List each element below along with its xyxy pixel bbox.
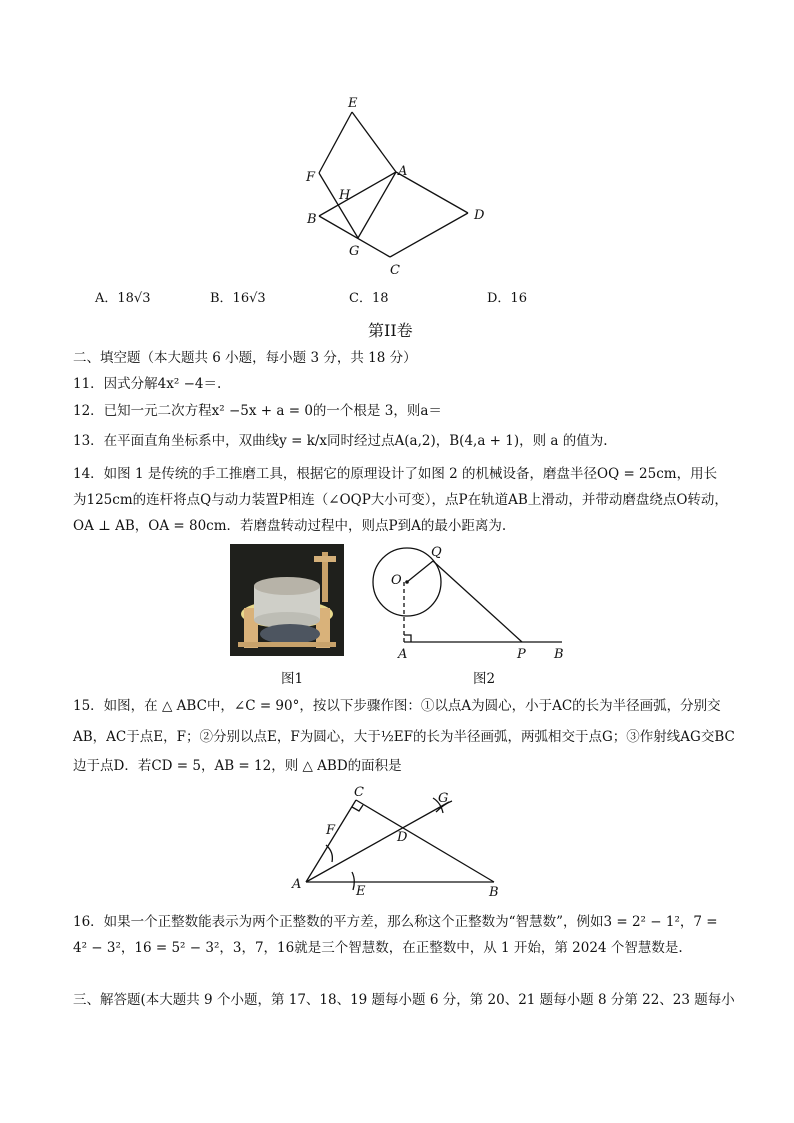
question-15-line1: 15．如图，在 △ ABC中，∠C = 90°，按以下步骤作图：①以点A为圆心，小于AC的长为半径画弧，分别交 [73, 698, 721, 714]
triangle-bisector-figure [285, 780, 515, 900]
question-13: 13．在平面直角坐标系中，双曲线y = k/x同时经过点A(a,2)，B(4,a + 1)，则 a 的值为. [73, 433, 608, 449]
right-angle-mark [404, 635, 411, 642]
label-O: O [391, 573, 402, 588]
segment-AG [358, 172, 396, 238]
option-d: D．16 [487, 291, 527, 306]
label-A: A [398, 164, 408, 179]
label-A: A [292, 877, 302, 892]
label-E: E [356, 884, 366, 899]
label-Q: Q [431, 545, 442, 560]
label-P: P [517, 647, 526, 662]
segment-EA [352, 112, 396, 172]
label-G: G [349, 244, 360, 259]
volume-title: 第II卷 [368, 321, 413, 340]
segment-QP [433, 561, 522, 642]
label-C: C [390, 263, 400, 278]
label-F: F [326, 823, 336, 838]
label-A: A [398, 647, 408, 662]
question-11: 11．因式分解4x² −4＝. [73, 376, 222, 392]
millstone-illustration [230, 544, 344, 656]
section3-heading: 三、解答题(本大题共 9 个小题，第 17、18、19 题每小题 6 分，第 20、21 题每小题 8 分第 22、23 题每小 [73, 992, 735, 1008]
rhombus-figure [300, 90, 500, 280]
segment-EF [319, 112, 352, 173]
question-14-line1: 14．如图 1 是传统的手工推磨工具，根据它的原理设计了如图 2 的机械设备，磨盘半径OQ = 25cm，用长 [73, 466, 718, 482]
label-D: D [397, 830, 408, 845]
question-16-line2: 4² − 3²，16 = 5² − 3²，3，7，16就是三个智慧数，在正整数中，从 1 开始，第 2024 个智慧数是. [73, 940, 683, 956]
section2-heading: 二、填空题（本大题共 6 小题，每小题 3 分，共 18 分） [73, 350, 417, 366]
label-B: B [307, 212, 317, 227]
label-E: E [348, 96, 358, 111]
question-14-line2: 为125cm的连杆将点Q与动力装置P相连（∠OQP大小可变），点P在轨道AB上滑动，并带动磨盘绕点O转动， [73, 492, 728, 508]
question-15-line3: 边于点D．若CD = 5，AB = 12，则 △ ABD的面积是 [73, 758, 402, 774]
label-B: B [554, 647, 564, 662]
fig2-caption: 图2 [473, 671, 496, 687]
question-12: 12．已知一元二次方程x² −5x + a = 0的一个根是 3，则a＝ [73, 403, 442, 419]
arc-E [352, 872, 354, 890]
label-F: F [306, 170, 316, 185]
segment-AC [306, 800, 356, 882]
option-b: B．16√3 [210, 291, 266, 306]
option-c: C．18 [349, 291, 389, 306]
question-15-line2: AB，AC于点E，F；②分别以点E，F为圆心，大于½EF的长为半径画弧，两弧相交于点G；③作射线AG交BC [73, 729, 735, 745]
label-C: C [354, 785, 364, 800]
mill-mechanism-diagram [365, 540, 575, 665]
question-16-line1: 16．如果一个正整数能表示为两个正整数的平方差，那么称这个正整数为“智慧数”，例如3 = 2² − 1²，7 = [73, 914, 718, 930]
question-14-line3: OA ⊥ AB，OA = 80cm．若磨盘转动过程中，则点P到A的最小距离为. [73, 518, 507, 534]
label-D: D [474, 208, 485, 223]
q10-options [0, 287, 794, 307]
segment-CB [356, 800, 494, 882]
segment-OQ [407, 561, 433, 582]
point-O [405, 580, 409, 584]
segment-CD [390, 213, 468, 257]
option-a: A．18√3 [95, 291, 151, 306]
label-G: G [438, 791, 449, 806]
label-H: H [339, 188, 351, 203]
right-angle-mark-C [352, 805, 363, 811]
segment-BA [319, 172, 396, 216]
label-B: B [489, 885, 499, 900]
fig1-caption: 图1 [281, 671, 304, 687]
millstone-photo [230, 544, 344, 656]
